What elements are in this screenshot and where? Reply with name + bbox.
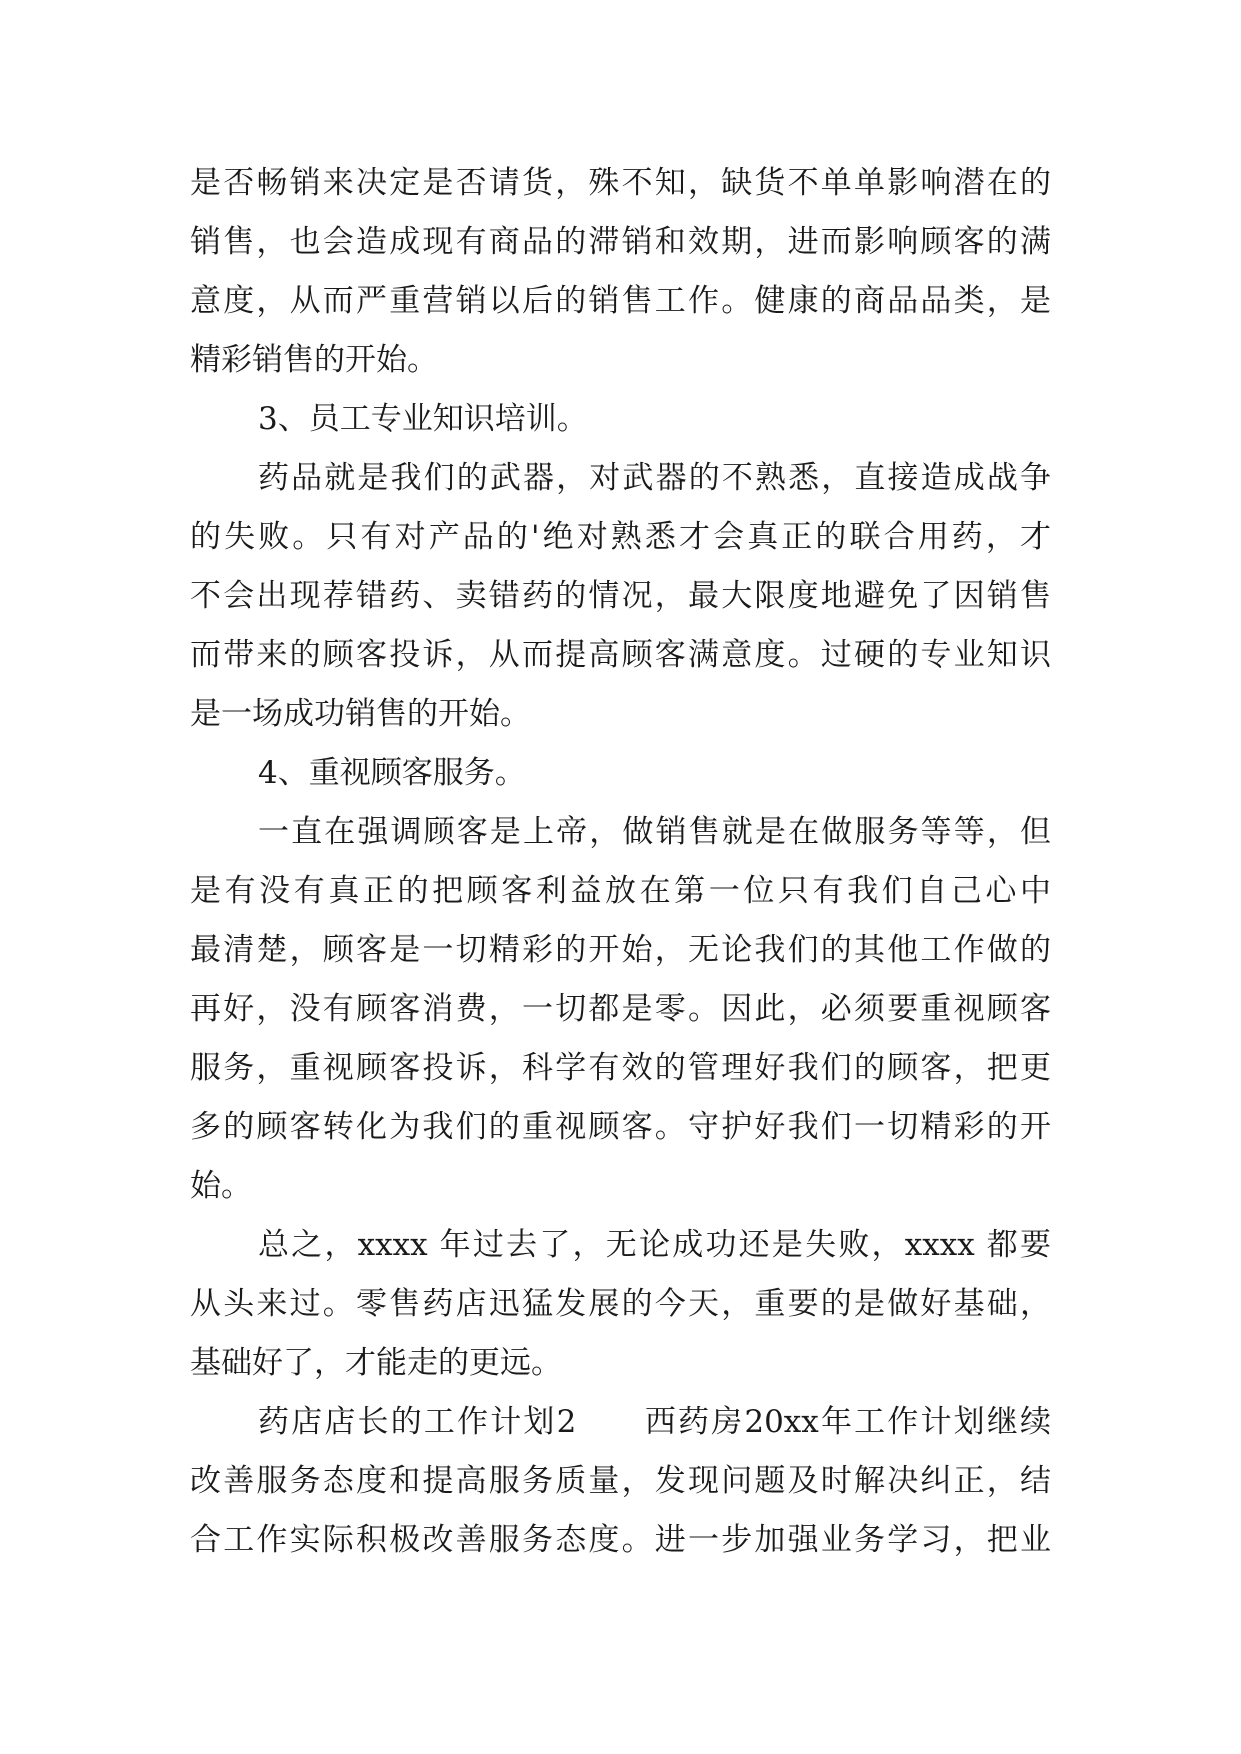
text-line: 始。: [190, 1168, 252, 1204]
text-line: 是否畅销来决定是否请货，殊不知，缺货不单单影响潜在的: [190, 165, 1051, 201]
text-line: 再好，没有顾客消费，一切都是零。因此，必须要重视顾客: [190, 991, 1051, 1027]
section-heading: 3、员工专业知识培训。: [258, 401, 588, 437]
text-line: 从头来过。零售药店迅猛发展的今天，重要的是做好基础，: [190, 1286, 1051, 1322]
text-line: 药店店长的工作计划2 西药房20xx年工作计划继续: [258, 1404, 1051, 1440]
text-line: 改善服务态度和提高服务质量，发现问题及时解决纠正，结: [190, 1463, 1051, 1499]
text-line: 基础好了，才能走的更远。: [190, 1345, 562, 1381]
text-line: 药品就是我们的武器，对武器的不熟悉，直接造成战争: [258, 460, 1051, 496]
text-line: 是一场成功销售的开始。: [190, 696, 531, 732]
text-line: 总之，xxxx 年过去了，无论成功还是失败，xxxx 都要: [258, 1227, 1051, 1263]
text-line: 是有没有真正的把顾客利益放在第一位只有我们自己心中: [190, 873, 1051, 909]
text-line: 不会出现荐错药、卖错药的情况，最大限度地避免了因销售: [190, 578, 1051, 614]
text-line: 合工作实际积极改善服务态度。进一步加强业务学习，把业: [190, 1522, 1051, 1558]
text-line: 意度，从而严重营销以后的销售工作。健康的商品品类，是: [190, 283, 1051, 319]
text-line: 服务，重视顾客投诉，科学有效的管理好我们的顾客，把更: [190, 1050, 1051, 1086]
text-line: 精彩销售的开始。: [190, 342, 438, 378]
section-heading: 4、重视顾客服务。: [258, 755, 526, 791]
text-line: 而带来的顾客投诉，从而提高顾客满意度。过硬的专业知识: [190, 637, 1051, 673]
text-line: 最清楚，顾客是一切精彩的开始，无论我们的其他工作做的: [190, 932, 1051, 968]
text-line: 一直在强调顾客是上帝，做销售就是在做服务等等，但: [258, 814, 1051, 850]
text-line: 的失败。只有对产品的'绝对熟悉才会真正的联合用药，才: [190, 519, 1051, 555]
text-line: 多的顾客转化为我们的重视顾客。守护好我们一切精彩的开: [190, 1109, 1051, 1145]
text-line: 销售，也会造成现有商品的滞销和效期，进而影响顾客的满: [190, 224, 1051, 260]
